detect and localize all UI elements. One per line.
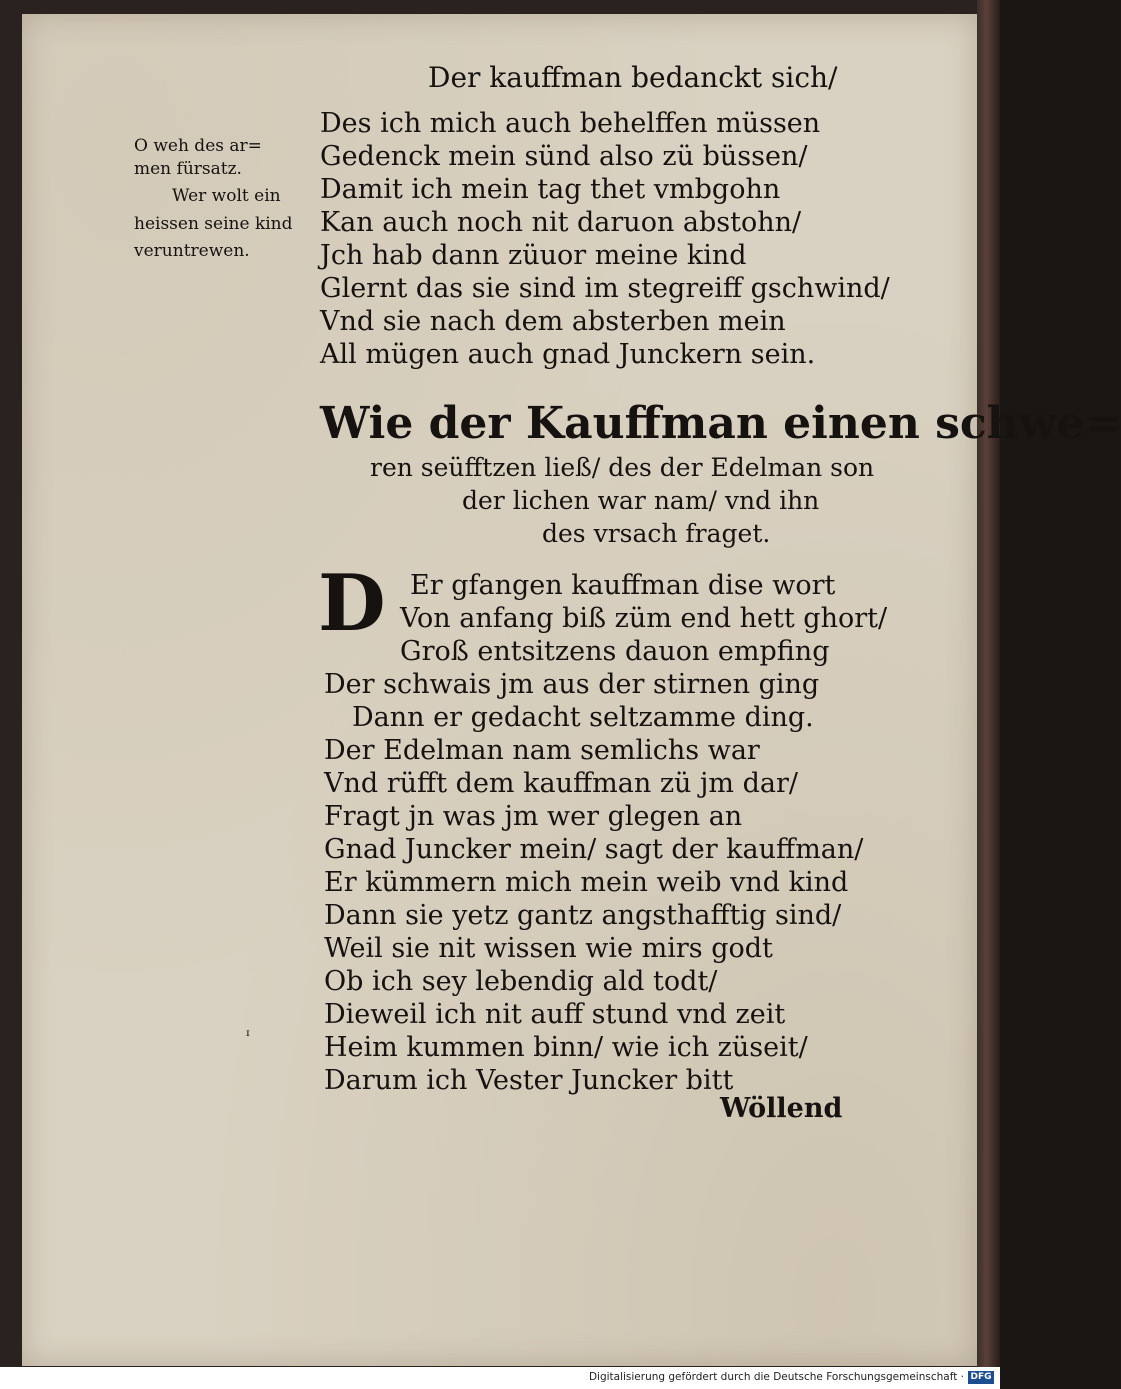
verse-line: Der Edelman nam semlichs war: [324, 735, 760, 766]
decorated-initial: D: [318, 558, 386, 649]
verse-line: Glernt das sie sind im stegreiff gschwind/: [320, 273, 890, 304]
verse-line: Dann er gedacht seltzamme ding.: [352, 702, 814, 733]
section-heading: Wie der Kauffman einen schwe=: [320, 398, 1121, 449]
verse-line: Vnd sie nach dem absterben mein: [320, 306, 786, 337]
verse-line: Er kümmern mich mein weib vnd kind: [324, 867, 849, 898]
verse-line: Der schwais jm aus der stirnen ging: [324, 669, 820, 700]
verse-line: Gnad Juncker mein/ sagt der kauffman/: [324, 834, 864, 865]
verse-line: Ob ich sey lebendig ald todt/: [324, 966, 718, 997]
verse-line: Dann sie yetz gantz angsthafftig sind/: [324, 900, 842, 931]
verse-line: Jch hab dann züuor meine kind: [320, 240, 747, 271]
catchword: Wöllend: [720, 1093, 843, 1124]
verse-line: Gedenck mein sünd also zü büssen/: [320, 141, 808, 172]
footer-credit: Digitalisierung gefördert durch die Deutsche Forschungsgemeinschaft ·: [588, 1371, 964, 1383]
verse-line: All mügen auch gnad Junckern sein.: [320, 339, 816, 370]
verse-line: Kan auch noch nit daruon abstohn/: [320, 207, 802, 238]
verse-line: Von anfang biß züm end hett ghort/: [400, 603, 888, 634]
verse-line: Fragt jn was jm wer glegen an: [324, 801, 743, 832]
verse-line: Vnd rüfft dem kauffman zü jm dar/: [324, 768, 798, 799]
subheading-line: des vrsach fraget.: [542, 519, 771, 548]
verse-line: Des ich mich auch behelffen müssen: [320, 108, 821, 139]
verse-line: Groß entsitzens dauon empfing: [400, 636, 830, 667]
ink-mark: ᶦ: [246, 1026, 251, 1047]
margin-note-line: Wer wolt ein: [172, 186, 281, 206]
footer-bar: [0, 1367, 1000, 1389]
margin-note-line: heissen seine kind: [134, 214, 293, 234]
subheading-line: ren seüfftzen ließ/ des der Edelman son: [370, 453, 875, 482]
header-line: Der kauffman bedanckt sich/: [428, 61, 838, 94]
verse-line: Weil sie nit wissen wie mirs godt: [324, 933, 773, 964]
verse-line: Dieweil ich nit auff stund vnd zeit: [324, 999, 786, 1030]
page-edge: [977, 0, 1000, 1389]
verse-line: Heim kummen binn/ wie ich züseit/: [324, 1032, 808, 1063]
verse-line: Darum ich Vester Juncker bitt: [324, 1065, 734, 1096]
margin-note-line: veruntrewen.: [134, 241, 250, 261]
margin-note-line: O weh des ar=: [134, 136, 262, 156]
dfg-logo: DFG: [968, 1371, 994, 1384]
margin-note-line: men fürsatz.: [134, 159, 242, 179]
subheading-line: der lichen war nam/ vnd ihn: [462, 486, 820, 515]
verse-line: Damit ich mein tag thet vmbgohn: [320, 174, 781, 205]
verse-line: Er gfangen kauffman dise wort: [410, 570, 836, 601]
